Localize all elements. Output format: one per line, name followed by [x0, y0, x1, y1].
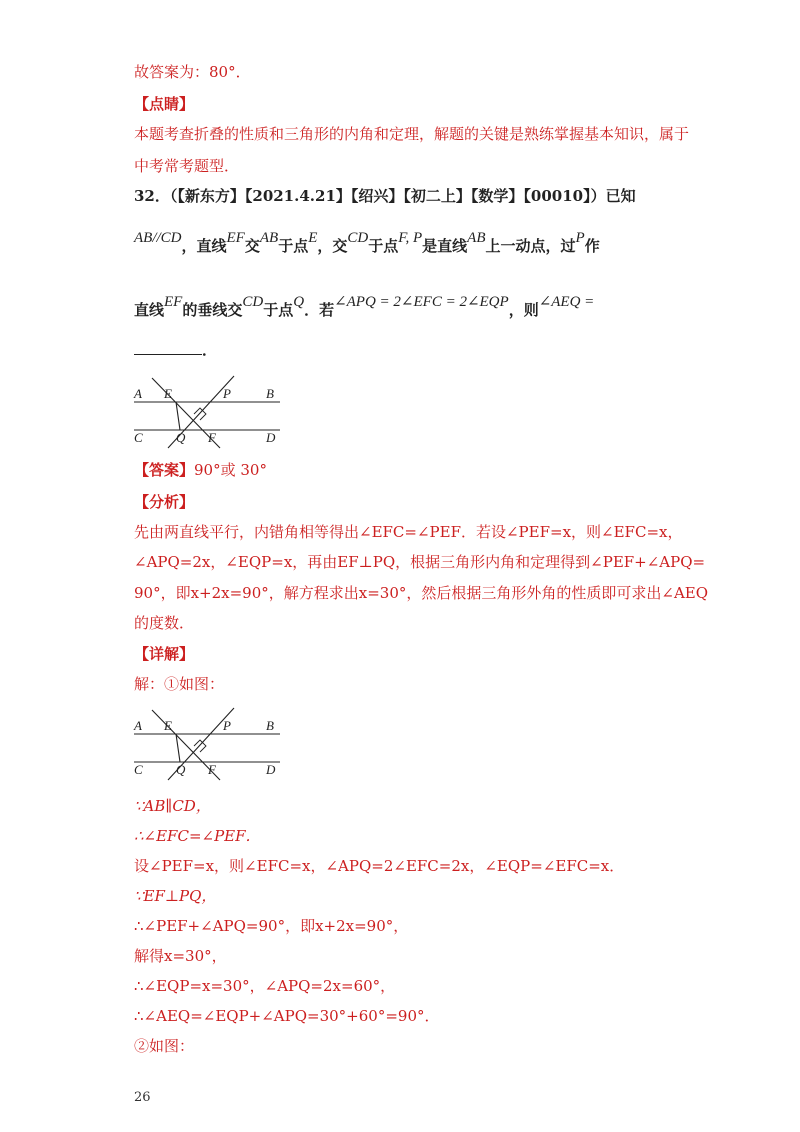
fenxi-line-1: 先由两直线平行，内错角相等得出∠EFC=∠PEF．若设∠PEF=x，则∠EFC=x， [134, 523, 683, 541]
question-tags: （【新东方】【2021.4.21】【绍兴】【初二上】【数学】【00010】）已知 [169, 187, 636, 205]
answer-label: 【答案】 [134, 461, 195, 479]
math-cd: CD [242, 294, 264, 310]
math-ab-parallel-cd: AB//CD [134, 230, 182, 246]
solution-step-7: ∴∠EQP=x=30°，∠APQ=2x=60°， [134, 977, 396, 995]
fenxi-line-4: 的度数． [134, 614, 195, 632]
label-a: A [134, 386, 142, 401]
label-e: E [164, 386, 172, 401]
previous-answer: 故答案为：80°． [134, 63, 251, 81]
label-p: P [223, 386, 231, 401]
dianjing-line-2: 中考常考题型． [134, 157, 240, 175]
solution-step-4: ∵EF⊥PQ， [134, 887, 217, 905]
text: 直线 [134, 301, 165, 319]
geometry-figure-1 [130, 372, 290, 450]
text: ，则 [508, 301, 539, 319]
label-q: Q [176, 762, 186, 777]
question-row-3 [134, 294, 595, 321]
solution-step-6: 解得x=30°， [134, 947, 227, 965]
xiangjie-intro: 解：①如图： [134, 675, 225, 693]
math-ab: AB [259, 230, 279, 246]
label-f: F [208, 430, 216, 445]
label-p: P [223, 718, 231, 733]
text: 上一动点，过 [485, 237, 576, 255]
solution-step-3: 设∠PEF=x，则∠EFC=x，∠APQ=2∠EFC=2x，∠EQP=∠EFC=x． [134, 857, 625, 875]
dianjing-heading: 【点睛】 [134, 95, 195, 113]
label-d: D [266, 762, 276, 777]
text: 是直线 [422, 237, 468, 255]
label-b: B [266, 718, 274, 733]
math-ef: EF [226, 230, 245, 246]
label-c: C [134, 762, 143, 777]
answer-blank-line [134, 340, 217, 360]
xiangjie-heading: 【详解】 [134, 645, 195, 663]
label-f: F [208, 762, 216, 777]
page-number: 26 [134, 1090, 151, 1105]
label-d: D [266, 430, 276, 445]
solution-step-5: ∴∠PEF+∠APQ=90°，即x+2x=90°， [134, 917, 409, 935]
fenxi-line-3: 90°，即x+2x=90°，解方程求出x=30°，然后根据三角形外角的性质即可求出∠AEQ [134, 584, 709, 602]
text: 交 [244, 237, 260, 255]
label-e: E [164, 718, 172, 733]
text: ，交 [317, 237, 348, 255]
math-cd: CD [347, 230, 369, 246]
text: ，直线 [181, 237, 227, 255]
text: ． [202, 341, 218, 359]
solution-step-8: ∴∠AEQ=∠EQP+∠APQ=30°+60°=90°． [134, 1007, 440, 1025]
math-ef: EF [164, 294, 183, 310]
geometry-figure-2 [130, 704, 290, 782]
text: 作 [584, 237, 600, 255]
solution-step-1: ∵AB∥CD， [134, 797, 211, 815]
math-e: E [308, 230, 318, 246]
text: 的垂线交 [182, 301, 243, 319]
math-condition: ∠APQ = 2∠EFC = 2∠EQP [334, 294, 509, 310]
math-ab: AB [467, 230, 486, 246]
answer-blank [134, 340, 202, 355]
solution-step-2: ∴∠EFC=∠PEF． [134, 827, 261, 845]
fenxi-heading: 【分析】 [134, 493, 195, 511]
math-aeq: ∠AEQ = [538, 294, 595, 310]
label-a: A [134, 718, 142, 733]
label-b: B [266, 386, 274, 401]
question-number: 32． [134, 187, 170, 205]
answer-value: 90°或 30° [194, 461, 267, 479]
math-q: Q [293, 294, 305, 310]
math-f-p: F, P [398, 230, 423, 246]
text: ．若 [304, 301, 335, 319]
math-p: P [575, 230, 585, 246]
text: 于点 [278, 237, 309, 255]
question-row-2 [134, 230, 600, 257]
dianjing-line-1: 本题考查折叠的性质和三角形的内角和定理，解题的关键是熟练掌握基本知识，属于 [134, 125, 690, 143]
label-q: Q [176, 430, 186, 445]
text: 于点 [368, 237, 399, 255]
label-c: C [134, 430, 143, 445]
solution-step-9: ②如图： [134, 1037, 195, 1055]
text: 于点 [263, 301, 294, 319]
question-header [134, 186, 636, 206]
answer-line [134, 460, 267, 480]
fenxi-line-2: ∠APQ=2x，∠EQP=x，再由EF⊥PQ，根据三角形内角和定理得到∠PEF+∠APQ= [134, 553, 706, 571]
